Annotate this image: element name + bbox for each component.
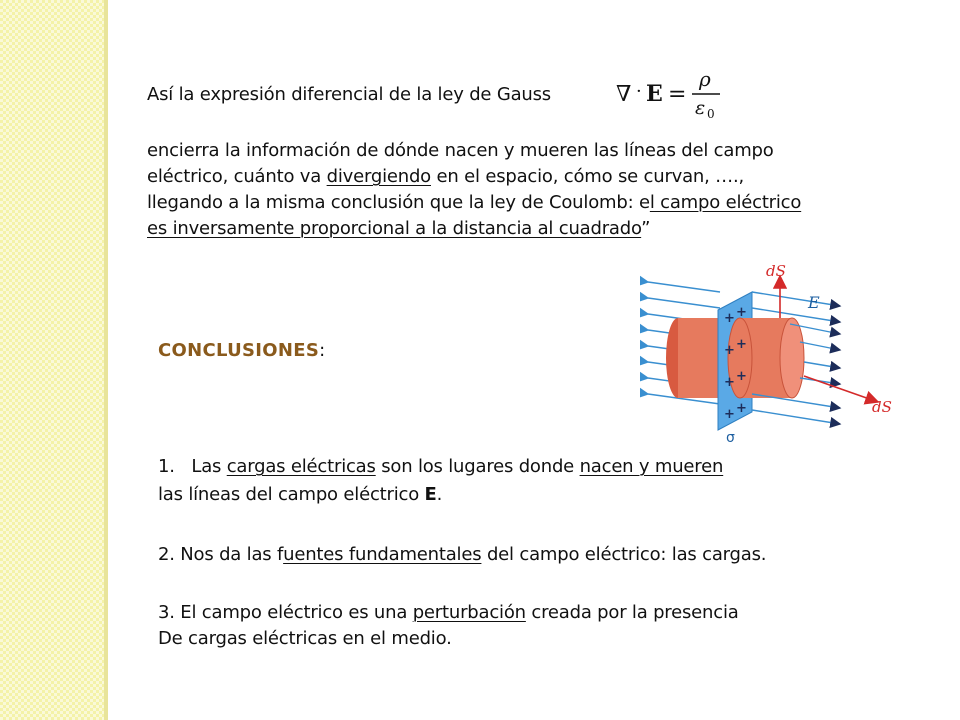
equals-sign: = — [668, 82, 687, 107]
underlined-campo-electrico: l campo eléctrico — [649, 192, 802, 213]
svg-text:+: + — [736, 401, 747, 416]
svg-text:+: + — [736, 369, 747, 384]
underlined-inverse-square: es inversamente proporcional a la distancia al cuadrado — [147, 218, 642, 239]
svg-text:+: + — [736, 305, 747, 320]
conclusion-1-line-2: las líneas del campo eléctrico E. — [158, 484, 443, 505]
conclusion-3-line-2: De cargas eléctricas en el medio. — [158, 628, 452, 649]
paragraph-line-4: es inversamente proporcional a la distancia al cuadrado” — [147, 218, 651, 239]
svg-text:+: + — [736, 337, 747, 352]
paragraph-line-2: eléctrico, cuánto va divergiendo en el espacio, cómo se curvan, …., — [147, 166, 745, 187]
paragraph-line-1: encierra la información de dónde nacen y mueren las líneas del campo — [147, 140, 774, 161]
paragraph-line-3: llegando a la misma conclusión que la ley de Coulomb: el campo eléctrico — [147, 192, 802, 213]
underlined-fuentes: uentes fundamentales — [283, 544, 482, 565]
ds-top-label: dS — [766, 262, 786, 280]
dot-operator: · — [636, 81, 642, 102]
e-field-label: E — [808, 293, 820, 312]
underlined-divergiendo: divergiendo — [326, 166, 431, 187]
ds-right-label: dS — [872, 398, 892, 416]
cylinder-right-cap — [780, 318, 804, 398]
underlined-cargas: cargas eléctricas — [226, 456, 376, 477]
rho-numerator: ρ — [699, 67, 711, 91]
ds-right-vector — [804, 376, 878, 402]
sidebar-divider — [104, 0, 108, 720]
intro-text: Así la expresión diferencial de la ley de Gauss — [147, 84, 551, 105]
underlined-perturbacion: perturbación — [412, 602, 526, 623]
decorative-sidebar — [0, 0, 104, 720]
epsilon-subscript: 0 — [707, 107, 715, 120]
conclusion-2: 2. Nos da las fuentes fundamentales del campo eléctrico: las cargas. — [158, 544, 767, 565]
svg-text:+: + — [724, 375, 735, 390]
conclusions-heading: CONCLUSIONES: — [158, 340, 326, 361]
epsilon-denominator: ε — [695, 97, 706, 119]
underlined-nacen-mueren: nacen y mueren — [579, 456, 724, 477]
conclusion-3-line-1: 3. El campo eléctrico es una perturbación creada por la presencia — [158, 602, 739, 623]
gauss-pillbox-diagram — [640, 262, 910, 448]
gauss-differential-formula — [616, 64, 726, 120]
conclusion-1-line-1: 1. Las cargas eléctricas son los lugares donde nacen y mueren — [158, 456, 724, 477]
svg-text:+: + — [724, 407, 735, 422]
field-vector-symbol: E — [646, 81, 663, 107]
svg-text:+: + — [724, 343, 735, 358]
sigma-label: σ — [726, 430, 735, 446]
svg-text:+: + — [724, 311, 735, 326]
nabla-symbol: ∇ — [616, 82, 632, 107]
